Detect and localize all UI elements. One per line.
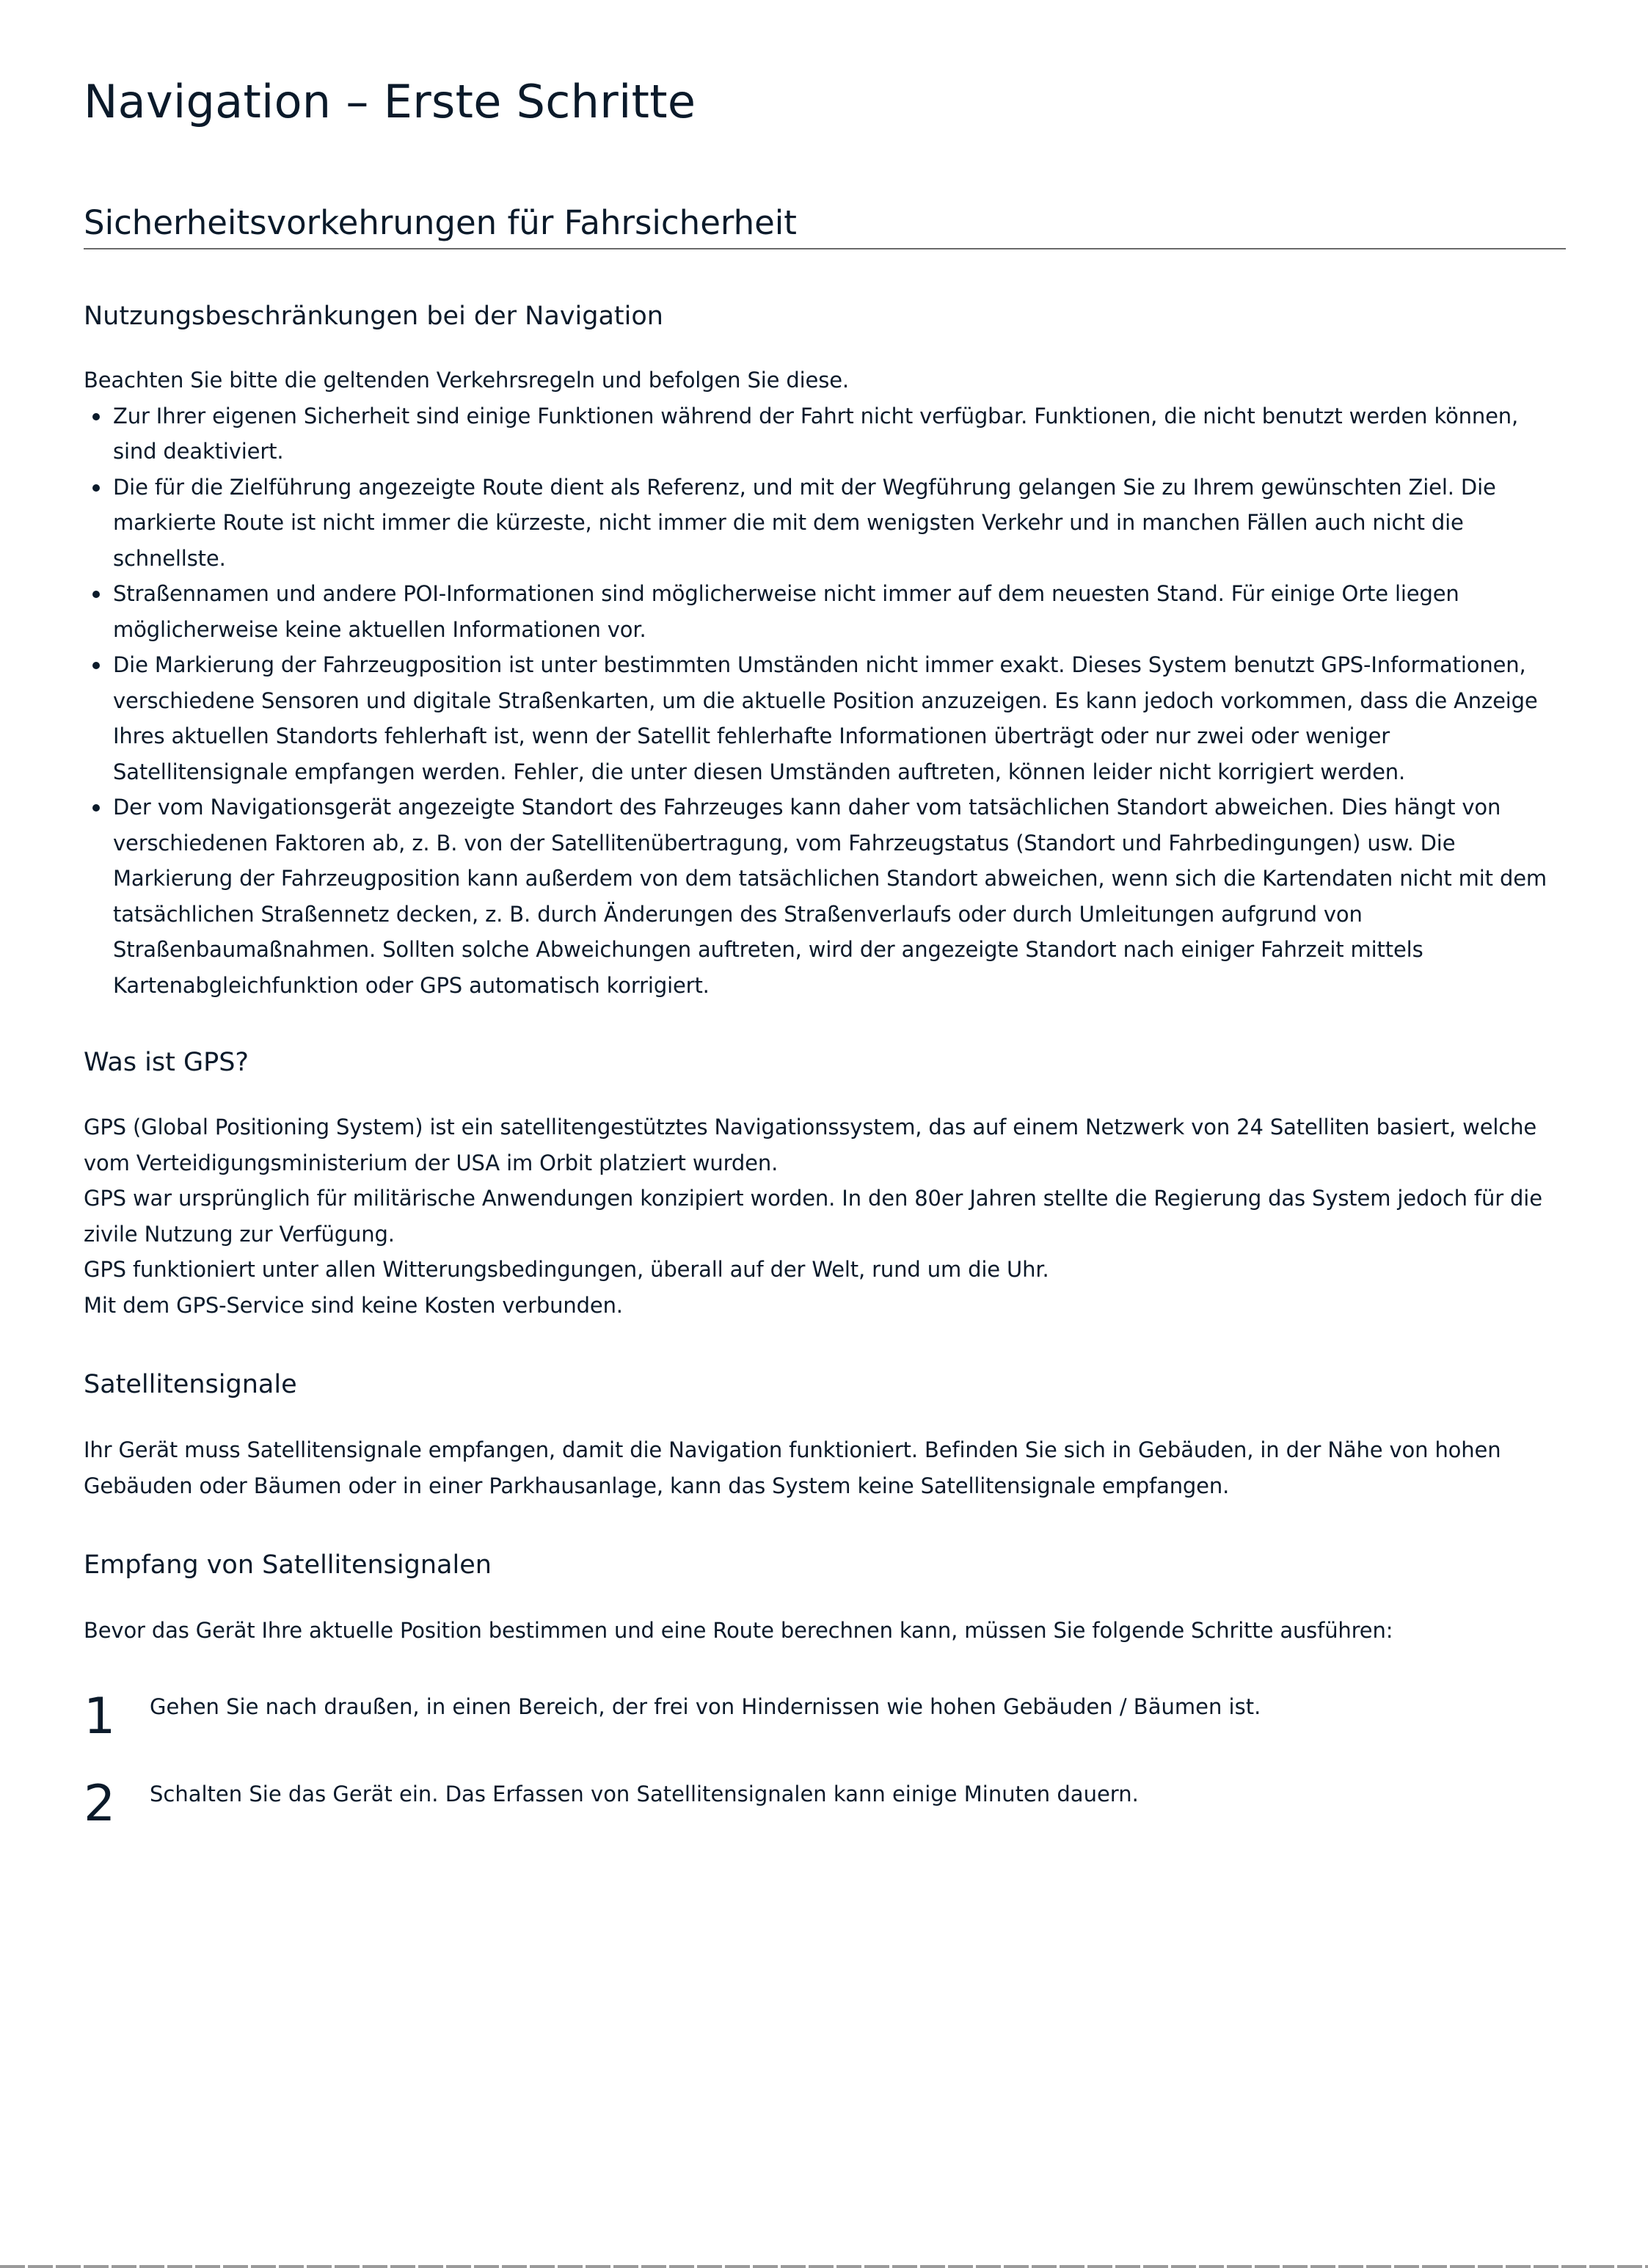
signals-block xyxy=(84,1432,1566,1503)
step-text: Gehen Sie nach draußen, in einen Bereich, der frei von Hindernissen wie hohen Gebäuden / Bäumen ist. xyxy=(150,1694,1261,1719)
step-2 xyxy=(84,1775,1566,1834)
gps-block xyxy=(84,1109,1566,1323)
list-item: Straßennamen und andere POI-Informationen sind möglicherweise nicht immer auf dem neuesten Stand. Für einige Orte liegen möglicherweise keine aktuellen Informationen vor. xyxy=(84,576,1566,647)
step-number: 2 xyxy=(84,1775,116,1833)
gps-paragraph: GPS war ursprünglich für militärische Anwendungen konzipiert worden. In den 80er Jahren stellte die Regierung das System jedoch für die zivile Nutzung zur Verfügung. xyxy=(84,1186,1542,1247)
footer-divider xyxy=(0,2265,1648,2268)
usage-bullet-list xyxy=(84,398,1566,1004)
gps-paragraph: Mit dem GPS-Service sind keine Kosten verbunden. xyxy=(84,1292,623,1318)
bullet-icon xyxy=(92,662,100,669)
reception-heading: Empfang von Satellitensignalen xyxy=(84,1550,492,1580)
step-number: 1 xyxy=(84,1688,116,1746)
gps-paragraph: GPS funktioniert unter allen Witterungsbedingungen, überall auf der Welt, rund um die Uhr. xyxy=(84,1257,1049,1282)
list-item: Die Markierung der Fahrzeugposition ist unter bestimmten Umständen nicht immer exakt. Dieses System benutzt GPS-Informationen, verschiedene Sensoren und digitale Straßenkarten, um die aktuelle Position anzuzeigen. Es kann jedoch vorkommen, dass die Anzeige Ihres aktuellen Standorts fehlerhaft ist, wenn der Satellit fehlerhafte Informationen überträgt oder nur zwei oder weniger Satellitensignale empfangen werden. Fehler, die unter diesen Umständen auftreten, können leider nicht korrigiert werden. xyxy=(84,647,1566,790)
step-1 xyxy=(84,1688,1566,1746)
gps-paragraph: GPS (Global Positioning System) ist ein satellitengestütztes Navigationssystem, das auf einem Netzwerk von 24 Satelliten basiert, welche vom Verteidigungsministerium der USA im Orbit platziert wurden. xyxy=(84,1115,1537,1175)
usage-intro: Beachten Sie bitte die geltenden Verkehrsregeln und befolgen Sie diese. xyxy=(84,368,849,393)
section-title: Sicherheitsvorkehrungen für Fahrsicherheit xyxy=(84,200,1566,249)
page-title: Navigation – Erste Schritte xyxy=(84,75,696,128)
usage-block xyxy=(84,362,1566,1003)
list-item: Die für die Zielführung angezeigte Route dient als Referenz, und mit der Wegführung gelangen Sie zu Ihrem gewünschten Ziel. Die markierte Route ist nicht immer die kürzeste, nicht immer die mit dem wenigsten Verkehr und in manchen Fällen auch nicht die schnellste. xyxy=(84,470,1566,577)
list-item: Zur Ihrer eigenen Sicherheit sind einige Funktionen während der Fahrt nicht verfügbar. Funktionen, die nicht benutzt werden können, sind deaktiviert. xyxy=(84,398,1566,470)
bullet-icon xyxy=(92,413,100,420)
reception-intro: Bevor das Gerät Ihre aktuelle Position bestimmen und eine Route berechnen kann, müssen Sie folgende Schritte ausführen: xyxy=(84,1618,1393,1643)
gps-heading: Was ist GPS? xyxy=(84,1048,249,1077)
signals-heading: Satellitensignale xyxy=(84,1370,297,1399)
list-item: Der vom Navigationsgerät angezeigte Standort des Fahrzeuges kann daher vom tatsächlichen Standort abweichen. Dies hängt von verschiedenen Faktoren ab, z. B. von der Satellitenübertragung, vom Fahrzeugstatus (Standort und Fahrbedingungen) usw. Die Markierung der Fahrzeugposition kann außerdem von dem tatsächlichen Standort abweichen, wenn sich die Kartendaten nicht mit dem tatsächlichen Straßennetz decken, z. B. durch Änderungen des Straßenverlaufs oder durch Umleitungen aufgrund von Straßenbaumaßnahmen. Sollten solche Abweichungen auftreten, wird der angezeigte Standort nach einiger Fahrzeit mittels Kartenabgleichfunktion oder GPS automatisch korrigiert. xyxy=(84,790,1566,1003)
reception-block xyxy=(84,1613,1566,1649)
step-text: Schalten Sie das Gerät ein. Das Erfassen von Satellitensignalen kann einige Minuten dauern. xyxy=(150,1782,1139,1806)
bullet-icon xyxy=(92,591,100,598)
signals-text: Ihr Gerät muss Satellitensignale empfangen, damit die Navigation funktioniert. Befinden Sie sich in Gebäuden, in der Nähe von hohen Gebäuden oder Bäumen oder in einer Parkhausanlage, kann das System keine Satellitensignale empfangen. xyxy=(84,1437,1501,1498)
usage-heading: Nutzungsbeschränkungen bei der Navigation xyxy=(84,302,663,331)
bullet-icon xyxy=(92,804,100,812)
bullet-icon xyxy=(92,484,100,492)
